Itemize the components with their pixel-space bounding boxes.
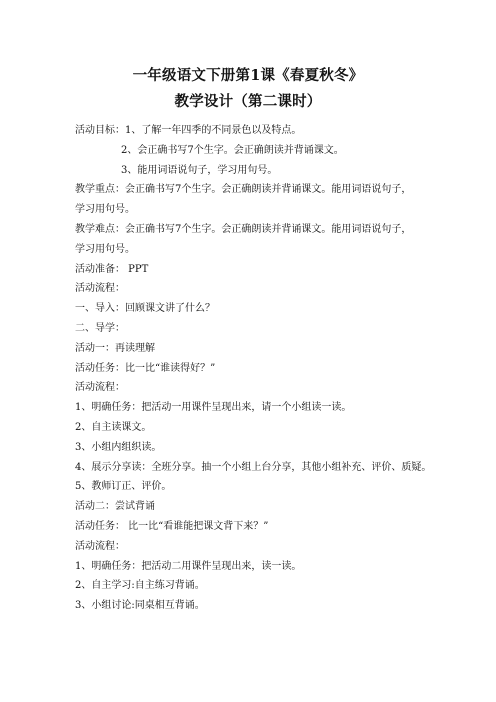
list-item: 1、明确任务：把活动一用课件呈现出来，请一个小组读一读。 [75,402,352,414]
paragraph-activity-1-task: 活动任务：比一比“谁读得好？” [75,362,216,374]
paragraph-objective-2: 2、会正确书写7个生字。会正确朗读并背诵课文。 [121,144,344,156]
paragraph-activity-2-process: 活动流程： [75,540,125,552]
paragraph-activity-1: 活动一：再读理解 [75,342,155,354]
paragraph-key-points: 教学重点：会正确书写7个生字。会正确朗读并背诵课文。能用词语说句子，学习用句号。 [75,184,412,216]
paragraph-preparation: 活动准备： PPT [75,263,149,275]
paragraph-activity-1-process: 活动流程： [75,382,125,394]
paragraph-activity-2: 活动二：尝试背诵 [75,501,155,513]
document-body [75,121,432,616]
list-item: 1、明确任务：把活动二用课件呈现出来，读一读。 [75,560,302,572]
list-item: 5、教师订正、评价。 [75,481,172,493]
paragraph-process-heading: 活动流程： [75,283,125,295]
list-item: 3、小组内组织读。 [75,441,162,453]
paragraph-activity-2-task: 活动任务： 比一比“看谁能把课文背下来？” [75,520,269,532]
paragraph-guide: 二、导学： [75,322,125,334]
paragraph-difficulties: 教学难点：会正确书写7个生字。会正确朗读并背诵课文。能用词语说句子，学习用句号。 [75,223,412,255]
document-title: 一年级语文下册第1课《春夏秋冬》 [132,67,364,84]
paragraph-intro: 一、导入：回顾课文讲了什么？ [75,303,215,315]
paragraph-objective-3: 3、能用词语说句子，学习用句号。 [121,164,278,176]
list-item: 2、自主学习:自主练习背诵。 [75,580,205,592]
paragraph-objective-1: 活动目标：1、了解一年四季的不同景色以及特点。 [75,125,302,136]
document-subtitle: 教学设计（第二课时） [174,93,322,110]
list-item: 3、小组讨论:同桌相互背诵。 [75,600,205,612]
list-item: 2、自主读课文。 [75,421,152,433]
list-item: 4、展示分享读：全班分享。抽一个小组上台分享，其他小组补充、评价、质疑。 [75,461,432,473]
